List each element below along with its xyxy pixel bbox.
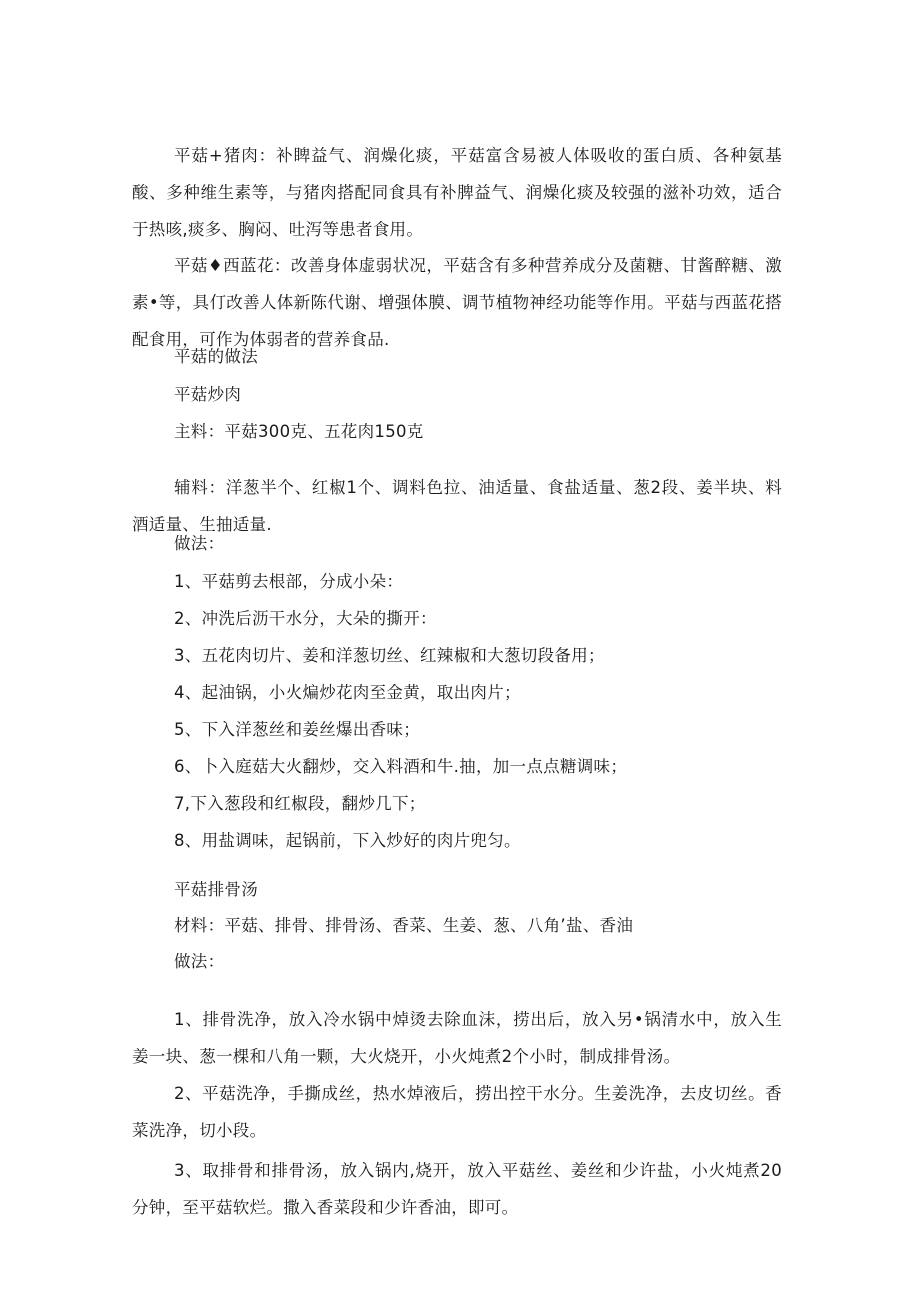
recipe1-step: 6、卜入庭菇大火翻炒，交入料酒和牛.抽，加一点点糖调味； <box>174 757 628 776</box>
method-label: 做法： <box>174 952 225 971</box>
recipe2-step: 1、排骨洗净，放入冷水锅中焯烫去除血沫，捞出后，放入另•锅清水中，放入生姜一块、葱一棵和八角一颗，大火烧开，小火炖煮2个小时，制成排骨汤。 <box>132 1009 782 1066</box>
recipe2-step: 3、取排骨和排骨汤，放入锅内,烧开，放入平菇丝、姜丝和少许盐，小火炖煮20分钟，至平菇软烂。撒入香菜段和少许香油，即可。 <box>132 1160 782 1217</box>
recipe2-step: 2、平菇洗净，手撕成丝，热水焯液后，捞出控干水分。生姜洗净，去皮切丝。香菜洗净，切小段。 <box>132 1083 782 1140</box>
main-ingredients: 主料：平菇300克、五花肉150克 <box>174 422 424 441</box>
recipe-title-soup: 平菇排骨汤 <box>174 880 258 899</box>
recipe1-step: 4、起油锅，小火煸炒花肉至金黄，取出肉片； <box>174 683 521 702</box>
aux-ingredients: 辅料：洋葱半个、红椒1个、调料色拉、油适量、食盐适量、葱2段、姜半块、料酒适量、生抽适量. <box>132 477 782 534</box>
recipe1-step: 5、下入洋葱丝和姜丝爆出香味； <box>174 720 420 739</box>
paragraph-pork-pairing: 平菇+猪肉：补睥益气、润燥化痰，平菇富含易被人体吸收的蛋白质、各种氨基酸、多种维生素等，与猪肉搭配同食具有补脾益气、润燥化痰及较强的滋补功效，适合于热咳,痰多、胸闷、吐泻等患者食用。 <box>132 145 782 239</box>
recipe1-step: 7,下入葱段和红椒段，翻炒几下； <box>174 794 426 813</box>
section-title: 平菇的做法 <box>174 347 258 366</box>
paragraph-broccoli-pairing: 平菇♦西蓝花：改善身体虚弱状况，平菇含有多种营养成分及菌糖、甘酱醉糖、激素•等，具仃改善人体新陈代谢、增强体膜、调节植物神经功能等作用。平菇与西蓝花搭配食用，可作为体弱者的营养食品. <box>132 255 782 349</box>
recipe1-step: 2、冲洗后沥干水分，大朵的撕开： <box>174 609 437 628</box>
recipe1-step: 8、用盐调味，起锅前，下入炒好的肉片兜匀。 <box>174 831 521 850</box>
recipe-title-stir-fry: 平菇炒肉 <box>174 385 242 404</box>
recipe1-step: 3、五花肉切片、姜和洋葱切丝、红辣椒和大葱切段备用； <box>174 646 605 665</box>
recipe1-step: 1、平菇剪去根部，分成小朵： <box>174 572 404 591</box>
soup-materials: 材料：平菇、排骨、排骨汤、香菜、生姜、葱、八角’盐、香油 <box>174 916 634 935</box>
method-label: 做法： <box>174 534 225 553</box>
